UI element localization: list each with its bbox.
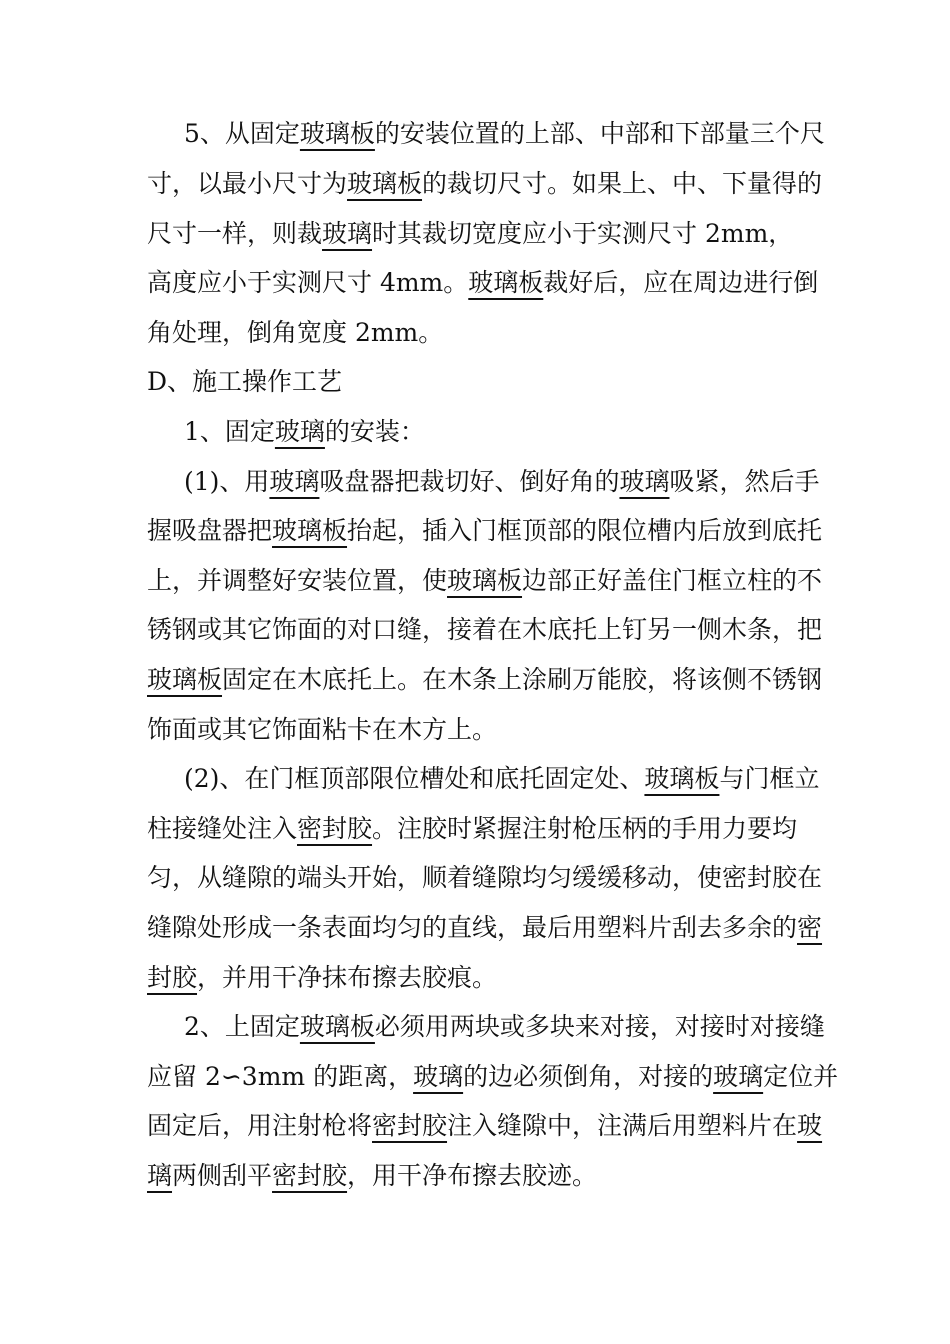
underlined-term: 密 — [797, 913, 823, 942]
text-segment: (1)、用 — [184, 467, 270, 496]
text-segment: 与门框立 — [719, 764, 820, 793]
text-line — [147, 214, 793, 254]
underlined-term: 封胶 — [147, 963, 198, 992]
text-segment: 饰面或其它饰面粘卡在木方上。 — [147, 715, 498, 744]
text-segment: 两侧刮平 — [172, 1161, 273, 1190]
text-segment: (2)、在门框顶部限位槽处和底托固定处、 — [184, 764, 645, 793]
underlined-term: 玻璃 — [274, 417, 325, 446]
underlined-term: 玻璃 — [269, 467, 320, 496]
text-segment: 角处理，倒角宽度 2mm。 — [147, 318, 444, 347]
text-line — [184, 114, 825, 154]
text-segment: 5、从固定 — [184, 119, 300, 148]
underlined-term: 密封胶 — [272, 1161, 348, 1190]
text-segment: 握吸盘器把 — [147, 516, 273, 545]
text-line — [147, 958, 497, 998]
text-segment: 吸盘器把裁切好、倒好角的 — [319, 467, 620, 496]
underlined-term: 玻璃板 — [299, 1012, 375, 1041]
text-segment: D、施工操作工艺 — [147, 367, 343, 396]
text-segment: 的安装： — [324, 417, 425, 446]
text-segment: 的边必须倒角，对接的 — [463, 1062, 714, 1091]
text-segment: 。注胶时紧握注射枪压柄的手用力要均 — [372, 814, 798, 843]
underlined-term: 玻璃板 — [644, 764, 720, 793]
text-segment: 尺寸一样，则裁 — [147, 219, 323, 248]
underlined-term: 玻璃板 — [272, 516, 348, 545]
text-line — [147, 858, 822, 898]
text-segment: 应留 2∽3mm 的距离， — [147, 1062, 414, 1091]
text-segment: ，用干净布擦去胶迹。 — [347, 1161, 598, 1190]
text-segment: 柱接缝处注入 — [147, 814, 298, 843]
underlined-term: 密封胶 — [297, 814, 373, 843]
text-segment: 上，并调整好安装位置，使 — [147, 566, 448, 595]
text-segment: 匀，从缝隙的端头开始，顺着缝隙均匀缓缓移动，使密封胶在 — [147, 863, 823, 892]
text-segment: 必须用两块或多块来对接，对接时对接缝 — [374, 1012, 825, 1041]
text-segment: 锈钢或其它饰面的对口缝，接着在木底托上钉另一侧木条，把 — [147, 615, 823, 644]
underlined-term: 玻璃板 — [447, 566, 523, 595]
text-segment: 固定后，用注射枪将 — [147, 1111, 373, 1140]
underlined-term: 玻璃板 — [347, 169, 423, 198]
text-segment: 的安装位置的上部、中部和下部量三个尺 — [374, 119, 825, 148]
text-segment: 1、固定 — [184, 417, 275, 446]
underlined-term: 玻璃板 — [299, 119, 375, 148]
underlined-term: 玻璃板 — [468, 268, 544, 297]
text-line — [147, 660, 822, 700]
text-segment: 2、上固定 — [184, 1012, 300, 1041]
text-line — [184, 462, 819, 502]
text-line — [147, 263, 818, 303]
underlined-term: 密封胶 — [372, 1111, 448, 1140]
text-line — [147, 511, 822, 551]
text-segment: 高度应小于实测尺寸 4mm。 — [147, 268, 469, 297]
text-segment: 抬起，插入门框顶部的限位槽内后放到底托 — [347, 516, 823, 545]
underlined-term: 璃 — [147, 1161, 173, 1190]
text-line — [147, 164, 822, 204]
text-line — [147, 809, 797, 849]
text-segment: 的裁切尺寸。如果上、中、下量得的 — [422, 169, 823, 198]
text-line — [184, 1007, 825, 1047]
underlined-term: 玻璃 — [713, 1062, 764, 1091]
text-segment: 裁好后，应在周边进行倒 — [543, 268, 819, 297]
text-line — [147, 1156, 597, 1196]
section-heading — [147, 362, 342, 402]
text-line — [147, 313, 443, 353]
underlined-term: 玻璃板 — [147, 665, 223, 694]
underlined-term: 玻 — [797, 1111, 823, 1140]
text-segment: 吸紧，然后手 — [669, 467, 820, 496]
text-segment: 缝隙处形成一条表面均匀的直线，最后用塑料片刮去多余的 — [147, 913, 798, 942]
text-segment: 寸，以最小尺寸为 — [147, 169, 348, 198]
text-line — [147, 1057, 838, 1097]
underlined-term: 玻璃 — [322, 219, 373, 248]
text-line — [147, 908, 822, 948]
text-segment: 固定在木底托上。在木条上涂刷万能胶，将该侧不锈钢 — [222, 665, 823, 694]
text-segment: 边部正好盖住门框立柱的不 — [522, 566, 823, 595]
text-line — [147, 1106, 822, 1146]
underlined-term: 玻璃 — [413, 1062, 464, 1091]
text-line — [147, 610, 822, 650]
text-line — [147, 561, 822, 601]
text-line — [184, 412, 425, 452]
underlined-term: 玻璃 — [619, 467, 670, 496]
text-segment: 时其裁切宽度应小于实测尺寸 2mm， — [372, 219, 794, 248]
text-line — [184, 759, 819, 799]
text-segment: 定位并 — [763, 1062, 839, 1091]
text-segment: 注入缝隙中，注满后用塑料片在 — [447, 1111, 798, 1140]
text-segment: ，并用干净抹布擦去胶痕。 — [197, 963, 498, 992]
text-line — [147, 710, 497, 750]
